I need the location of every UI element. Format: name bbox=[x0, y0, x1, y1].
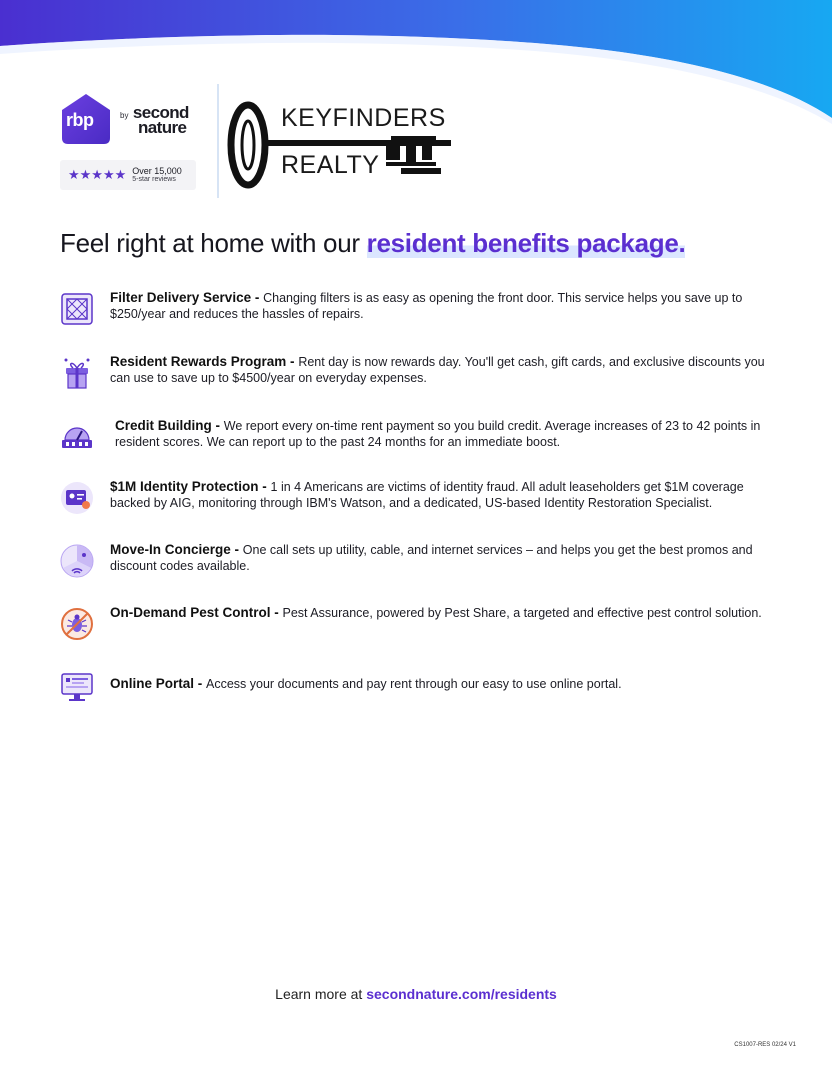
headline-accent: resident benefits package. bbox=[366, 228, 686, 258]
learn-more-footer bbox=[0, 986, 832, 1002]
concierge-icon bbox=[60, 544, 94, 578]
by-label: by bbox=[120, 111, 129, 120]
benefit-description: Changing filters is as easy as opening the front door. This service helps you save up to $250/year and reduces the hassles of repairs. bbox=[110, 291, 743, 321]
gift-icon bbox=[60, 356, 94, 390]
id-card-icon bbox=[60, 481, 94, 515]
logo-divider bbox=[217, 84, 219, 198]
benefit-title: Filter Delivery Service - bbox=[110, 290, 264, 305]
realty-wordmark: REALTY bbox=[281, 151, 380, 179]
rbp-logo bbox=[60, 86, 210, 196]
benefit-description: Pest Assurance, powered by Pest Share, a targeted and effective pest control solution. bbox=[282, 606, 762, 620]
document-code: CS1007-RES 02/24 V1 bbox=[734, 1042, 796, 1048]
benefit-description: We report every on-time rent payment so you build credit. Average increases of 23 to 42 points in resident scores. We can report up to the past 24 months for an immediate boost. bbox=[115, 419, 761, 449]
second-label: second bbox=[132, 103, 189, 122]
benefit-description: One call sets up utility, cable, and internet services – and helps you get the best promos and discount codes available. bbox=[110, 543, 753, 573]
headline-lead: Feel right at home with our bbox=[60, 228, 367, 258]
reviews-count: Over 15,000 bbox=[132, 165, 182, 176]
rbp-wordmark: rbp bbox=[66, 110, 94, 130]
learn-more-label: Learn more at bbox=[275, 986, 367, 1002]
benefit-description: Rent day is now rewards day. You'll get cash, gift cards, and exclusive discounts you can use to save up to $4500/year on everyday expenses. bbox=[110, 355, 765, 385]
residents-link[interactable]: secondnature.com/residents bbox=[366, 986, 557, 1002]
page-title bbox=[60, 228, 685, 259]
benefit-description: 1 in 4 Americans are victims of identity fraud. All adult leaseholders get $1M coverage backed by AIG, monitoring through IBM's Watson, and a dedicated, US-based Identity Restoration Specialist. bbox=[110, 480, 744, 510]
star-rating-icon: ★★★★★ bbox=[68, 167, 127, 182]
keyfinders-wordmark: KEYFINDERS bbox=[281, 104, 446, 132]
filter-icon bbox=[60, 292, 94, 326]
benefit-title: Credit Building - bbox=[115, 418, 224, 433]
benefit-title: Resident Rewards Program - bbox=[110, 354, 299, 369]
portal-icon bbox=[60, 670, 94, 704]
benefit-title: On-Demand Pest Control - bbox=[110, 605, 283, 620]
nature-label: nature bbox=[138, 118, 187, 137]
credit-gauge-icon bbox=[60, 420, 94, 454]
second-nature-wordmark bbox=[120, 104, 189, 136]
pest-icon bbox=[60, 607, 94, 641]
reviews-badge bbox=[60, 160, 196, 190]
benefit-title: $1M Identity Protection - bbox=[110, 479, 271, 494]
benefit-title: Move-In Concierge - bbox=[110, 542, 243, 557]
benefit-title: Online Portal - bbox=[110, 676, 207, 691]
benefit-description: Access your documents and pay rent through our easy to use online portal. bbox=[206, 677, 622, 691]
reviews-label: 5-star reviews bbox=[132, 176, 176, 184]
